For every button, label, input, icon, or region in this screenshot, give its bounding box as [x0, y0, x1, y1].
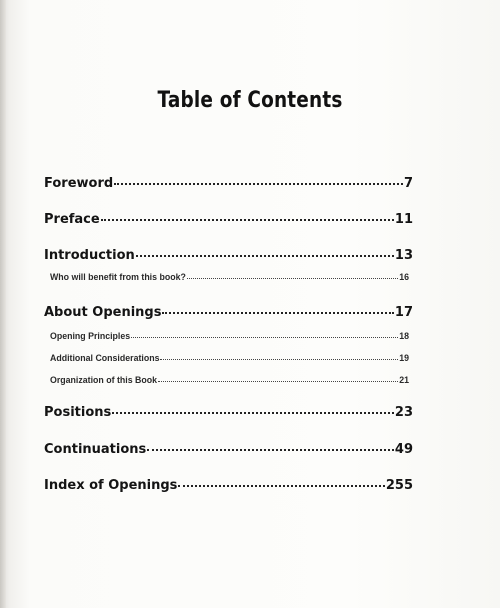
dot-leader [131, 337, 398, 338]
toc-subentry-label: Organization of this Book [50, 375, 158, 385]
toc-entry-page: 7 [403, 176, 413, 191]
toc-subentry-organization [50, 375, 409, 385]
toc-entry-label: Foreword [44, 176, 114, 191]
page-title: Table of Contents [157, 88, 343, 113]
page-gutter-shadow [0, 0, 6, 608]
toc-entry-introduction [44, 248, 413, 263]
toc-subentry-page: 18 [399, 331, 409, 341]
toc-entry-page: 49 [394, 442, 413, 457]
toc-subentry-page: 19 [399, 353, 409, 363]
toc-entry-continuations [44, 442, 413, 457]
toc-entry-page: 17 [394, 305, 413, 320]
toc-entry-label: About Openings [44, 305, 162, 320]
toc-entry-label: Continuations [44, 442, 147, 457]
toc-entry-label: Positions [44, 405, 112, 420]
toc-entry-label: Introduction [44, 248, 135, 263]
toc-entry-label: Index of Openings [44, 478, 178, 493]
dot-leader [114, 183, 403, 185]
toc-subentry-label: Who will benefit from this book? [50, 272, 186, 282]
dot-leader [187, 278, 398, 279]
toc-subentry-opening-principles [50, 331, 409, 341]
dot-leader [162, 312, 393, 314]
toc-subentry-page: 16 [399, 272, 409, 282]
toc-subentry-additional-considerations [50, 353, 409, 363]
toc-entry-label: Preface [44, 212, 100, 227]
toc-subentry-who-will-benefit [50, 272, 409, 282]
dot-leader [160, 359, 398, 360]
toc-entry-page: 255 [385, 478, 413, 493]
toc-entry-preface [44, 212, 413, 227]
toc-subentry-label: Additional Considerations [50, 353, 160, 363]
dot-leader [101, 219, 394, 221]
toc-entry-index-of-openings [44, 478, 413, 493]
toc-entry-foreword [44, 176, 413, 191]
toc-entry-page: 13 [394, 248, 413, 263]
toc-subentry-label: Opening Principles [50, 331, 131, 341]
dot-leader [136, 255, 394, 257]
toc-entry-page: 11 [394, 212, 413, 227]
dot-leader [178, 485, 384, 487]
dot-leader [147, 449, 394, 451]
dot-leader [158, 381, 398, 382]
toc-subentry-page: 21 [399, 375, 409, 385]
toc-entry-page: 23 [394, 405, 413, 420]
toc-entry-positions [44, 405, 413, 420]
dot-leader [112, 412, 394, 414]
toc-entry-about-openings [44, 305, 413, 320]
